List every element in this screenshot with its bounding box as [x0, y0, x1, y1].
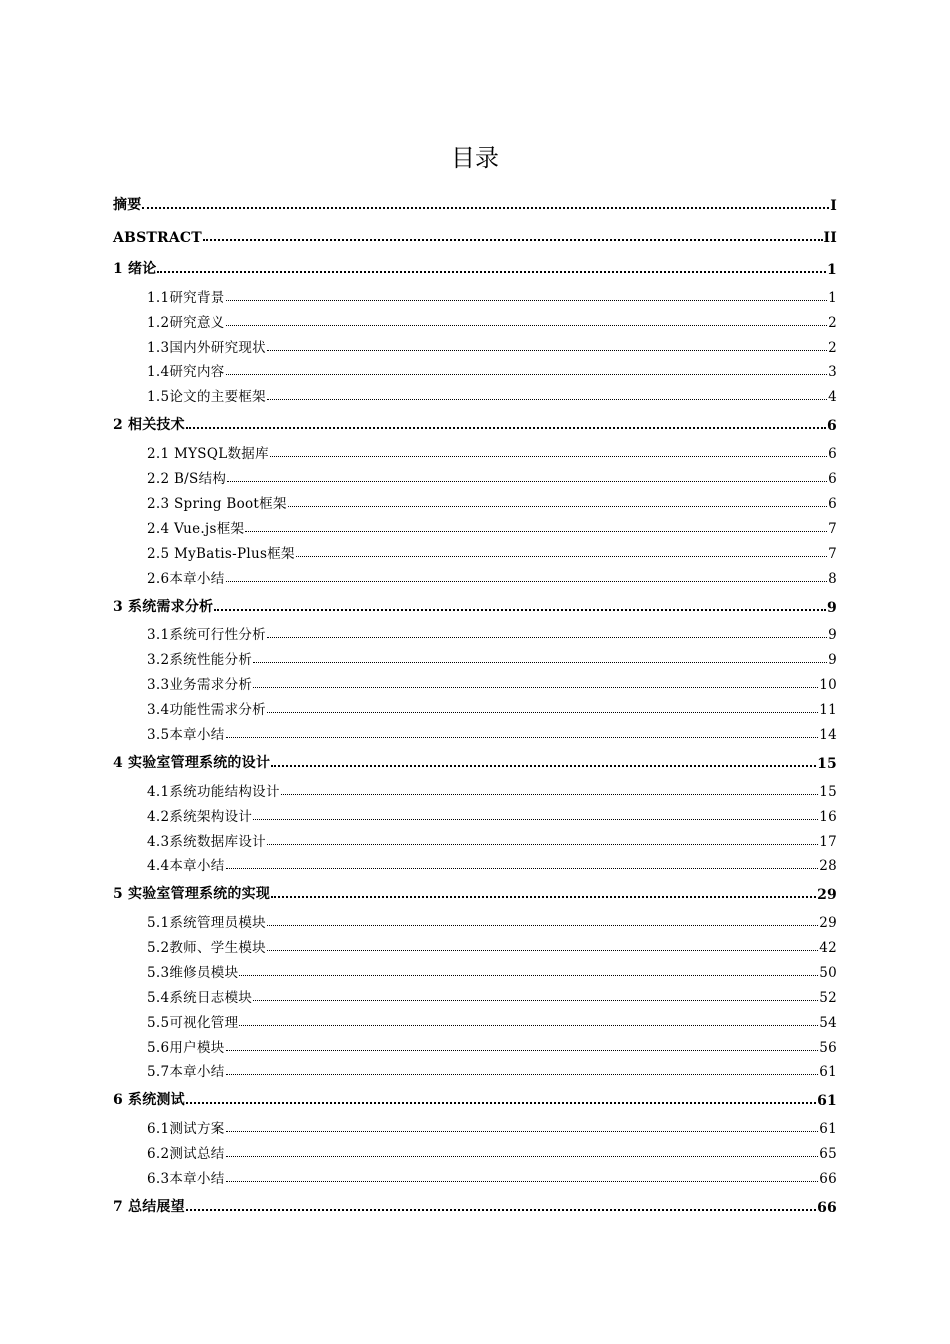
dot-leader	[226, 300, 828, 301]
toc-entry-label: 4.3系统数据库设计	[147, 834, 266, 850]
toc-entry-page-number: 10	[819, 677, 837, 693]
dot-leader	[271, 765, 816, 767]
toc-entry-page-number: 4	[828, 389, 837, 405]
toc-section-entry[interactable]	[147, 440, 837, 462]
dot-leader	[267, 925, 818, 926]
toc-entry-label: 7 总结展望	[113, 1199, 185, 1215]
toc-section-entry[interactable]	[147, 515, 837, 537]
toc-section-entry[interactable]	[147, 778, 837, 800]
toc-entry-label: 6.2测试总结	[147, 1146, 225, 1162]
toc-entry-label: 摘要	[113, 197, 142, 213]
toc-chapter-entry[interactable]	[113, 750, 837, 772]
dot-leader	[226, 1181, 819, 1182]
dot-leader	[214, 609, 826, 611]
dot-leader	[226, 868, 819, 869]
toc-entry-label: 4.2系统架构设计	[147, 809, 253, 825]
toc-entry-label: 1.4研究内容	[147, 364, 225, 380]
toc-entry-page-number: 14	[819, 727, 837, 743]
dot-leader	[239, 975, 818, 976]
toc-entry-page-number: 66	[819, 1171, 837, 1187]
toc-entry-page-number: 16	[819, 809, 837, 825]
dot-leader	[267, 950, 818, 951]
toc-section-entry[interactable]	[147, 721, 837, 743]
toc-section-entry[interactable]	[147, 490, 837, 512]
toc-entry-label: 3.1系统可行性分析	[147, 627, 266, 643]
toc-entry-label: 5.2教师、学生模块	[147, 940, 266, 956]
toc-chapter-entry[interactable]	[113, 192, 837, 214]
toc-section-entry[interactable]	[147, 540, 837, 562]
toc-entry-page-number: 7	[828, 521, 837, 537]
toc-entry-page-number: 9	[828, 652, 837, 668]
dot-leader	[226, 325, 828, 326]
toc-entry-label: 4.1系统功能结构设计	[147, 784, 280, 800]
toc-entry-page-number: 2	[828, 340, 837, 356]
toc-entry-page-number: 3	[828, 364, 837, 380]
toc-entry-page-number: 66	[817, 1200, 837, 1216]
toc-entry-page-number: 6	[828, 446, 837, 462]
toc-entry-label: 1.3国内外研究现状	[147, 340, 266, 356]
toc-entry-label: 6.3本章小结	[147, 1171, 225, 1187]
dot-leader	[186, 1209, 816, 1211]
toc-entry-page-number: 2	[828, 315, 837, 331]
toc-entry-page-number: 56	[819, 1040, 837, 1056]
toc-section-entry[interactable]	[147, 1165, 837, 1187]
toc-title: 目录	[451, 144, 499, 172]
dot-leader	[226, 1131, 819, 1132]
dot-leader	[186, 1102, 816, 1104]
toc-entry-label: 2.3 Spring Boot框架	[147, 496, 287, 512]
dot-leader	[253, 687, 818, 688]
toc-entry-label: 2.6本章小结	[147, 571, 225, 587]
toc-entry-label: 3 系统需求分析	[113, 599, 214, 615]
toc-entry-page-number: 54	[819, 1015, 837, 1031]
dot-leader	[203, 239, 823, 241]
toc-entry-label: 2.2 B/S结构	[147, 471, 227, 487]
toc-entry-page-number: 6	[828, 471, 837, 487]
dot-leader	[226, 1074, 819, 1075]
toc-section-entry[interactable]	[147, 465, 837, 487]
toc-entry-page-number: 15	[817, 756, 837, 772]
toc-section-entry[interactable]	[147, 1034, 837, 1056]
toc-entry-page-number: 65	[819, 1146, 837, 1162]
toc-entry-page-number: 11	[819, 702, 837, 718]
dot-leader	[226, 1050, 819, 1051]
toc-entry-label: 5 实验室管理系统的实现	[113, 886, 271, 902]
toc-entry-page-number: 52	[819, 990, 837, 1006]
toc-section-entry[interactable]	[147, 984, 837, 1006]
toc-entry-label: 2.4 Vue.js框架	[147, 521, 245, 537]
dot-leader	[270, 456, 827, 457]
dot-leader	[271, 896, 816, 898]
toc-section-entry[interactable]	[147, 959, 837, 981]
toc-entry-page-number: 61	[819, 1121, 837, 1137]
dot-leader	[296, 556, 827, 557]
toc-entry-page-number: 29	[819, 915, 837, 931]
toc-chapter-entry[interactable]	[113, 1087, 837, 1109]
toc-section-entry[interactable]	[147, 1058, 837, 1080]
toc-section-entry[interactable]	[147, 309, 837, 331]
dot-leader	[253, 1000, 818, 1001]
toc-chapter-entry[interactable]	[113, 256, 837, 278]
dot-leader	[253, 662, 827, 663]
toc-entry-label: 3.2系统性能分析	[147, 652, 253, 668]
toc-section-entry[interactable]	[147, 621, 837, 643]
dot-leader	[267, 350, 827, 351]
toc-entry-page-number: 42	[819, 940, 837, 956]
toc-entry-label: 3.5本章小结	[147, 727, 225, 743]
toc-entry-label: 4.4本章小结	[147, 858, 225, 874]
dot-leader	[267, 712, 818, 713]
toc-entry-label: 3.4功能性需求分析	[147, 702, 266, 718]
toc-entry-label: 3.3业务需求分析	[147, 677, 253, 693]
toc-entry-page-number: 6	[827, 418, 837, 434]
toc-entry-page-number: II	[823, 230, 837, 246]
toc-chapter-entry[interactable]	[113, 224, 837, 246]
dot-leader	[253, 819, 818, 820]
toc-entry-label: 1.2研究意义	[147, 315, 225, 331]
table-of-contents	[113, 0, 837, 1344]
toc-chapter-entry[interactable]	[113, 594, 837, 616]
dot-leader	[267, 399, 827, 400]
dot-leader	[245, 531, 827, 532]
toc-entry-page-number: 17	[819, 834, 837, 850]
toc-entry-label: 2.5 MyBatis-Plus框架	[147, 546, 295, 562]
toc-section-entry[interactable]	[147, 803, 837, 825]
toc-entry-label: 5.5可视化管理	[147, 1015, 239, 1031]
toc-section-entry[interactable]	[147, 284, 837, 306]
toc-section-entry[interactable]	[147, 828, 837, 850]
toc-section-entry[interactable]	[147, 696, 837, 718]
dot-leader	[226, 581, 828, 582]
toc-entry-page-number: I	[830, 198, 837, 214]
toc-entry-label: 5.3维修员模块	[147, 965, 239, 981]
toc-section-entry[interactable]	[147, 334, 837, 356]
toc-section-entry[interactable]	[147, 1009, 837, 1031]
toc-entry-label: 2.1 MYSQL数据库	[147, 446, 269, 462]
toc-chapter-entry[interactable]	[113, 881, 837, 903]
toc-chapter-entry[interactable]	[113, 412, 837, 434]
toc-entry-label: 5.4系统日志模块	[147, 990, 253, 1006]
toc-entry-label: 6.1测试方案	[147, 1121, 225, 1137]
toc-entry-page-number: 7	[828, 546, 837, 562]
dot-leader	[226, 737, 819, 738]
toc-entry-label: 1.5论文的主要框架	[147, 389, 266, 405]
toc-entry-page-number: 1	[828, 290, 837, 306]
toc-entry-label: 5.6用户模块	[147, 1040, 225, 1056]
toc-entry-page-number: 15	[819, 784, 837, 800]
dot-leader	[239, 1025, 818, 1026]
toc-entry-page-number: 61	[819, 1064, 837, 1080]
dot-leader	[157, 271, 826, 273]
toc-section-entry[interactable]	[147, 646, 837, 668]
toc-section-entry[interactable]	[147, 383, 837, 405]
dot-leader	[267, 844, 818, 845]
toc-entry-label: 5.7本章小结	[147, 1064, 225, 1080]
toc-section-entry[interactable]	[147, 358, 837, 380]
dot-leader	[142, 207, 829, 209]
dot-leader	[267, 637, 827, 638]
toc-entry-page-number: 50	[819, 965, 837, 981]
dot-leader	[226, 374, 828, 375]
toc-entry-page-number: 61	[817, 1093, 837, 1109]
toc-entry-label: ABSTRACT	[113, 230, 202, 246]
dot-leader	[288, 506, 827, 507]
toc-entry-label: 2 相关技术	[113, 417, 185, 433]
toc-section-entry[interactable]	[147, 934, 837, 956]
toc-section-entry[interactable]	[147, 1115, 837, 1137]
toc-section-entry[interactable]	[147, 565, 837, 587]
toc-entry-page-number: 9	[828, 627, 837, 643]
toc-section-entry[interactable]	[147, 671, 837, 693]
dot-leader	[281, 794, 818, 795]
dot-leader	[227, 481, 827, 482]
toc-section-entry[interactable]	[147, 1140, 837, 1162]
toc-chapter-entry[interactable]	[113, 1194, 837, 1216]
toc-entry-page-number: 28	[819, 858, 837, 874]
toc-entry-label: 5.1系统管理员模块	[147, 915, 266, 931]
toc-entry-page-number: 6	[828, 496, 837, 512]
dot-leader	[186, 427, 826, 429]
toc-entry-label: 1 绪论	[113, 261, 157, 277]
toc-entry-label: 1.1研究背景	[147, 290, 225, 306]
toc-entry-label: 4 实验室管理系统的设计	[113, 755, 271, 771]
toc-entry-page-number: 1	[827, 262, 837, 278]
toc-entry-label: 6 系统测试	[113, 1092, 185, 1108]
toc-entry-page-number: 29	[817, 887, 837, 903]
toc-entry-page-number: 8	[828, 571, 837, 587]
toc-entry-page-number: 9	[827, 600, 837, 616]
toc-section-entry[interactable]	[147, 852, 837, 874]
toc-section-entry[interactable]	[147, 909, 837, 931]
dot-leader	[226, 1156, 819, 1157]
